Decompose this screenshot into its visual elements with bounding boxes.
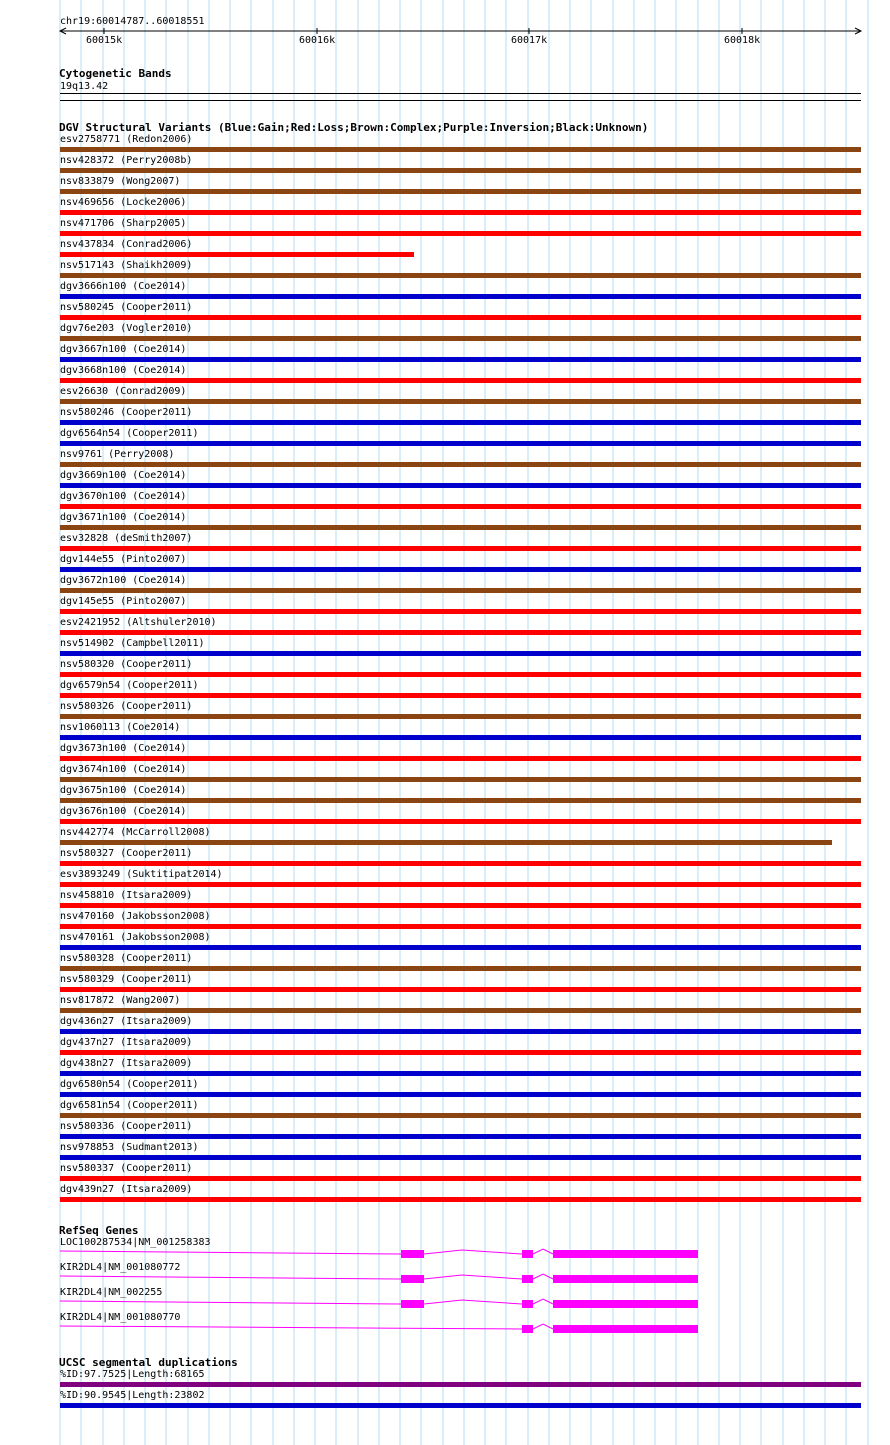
- variant-bar[interactable]: [60, 1050, 861, 1055]
- gene-label[interactable]: LOC100287534|NM_001258383: [60, 1237, 211, 1248]
- variant-label[interactable]: esv3893249 (Suktitipat2014): [60, 869, 223, 880]
- variant-bar[interactable]: [60, 651, 861, 656]
- variant-label[interactable]: dgv3675n100 (Coe2014): [60, 785, 187, 796]
- variant-bar[interactable]: [60, 1092, 861, 1097]
- intron-line: [424, 1275, 522, 1279]
- exon-block: [401, 1275, 424, 1283]
- track-title[interactable]: RefSeq Genes: [59, 1224, 139, 1237]
- variant-label[interactable]: nsv580245 (Cooper2011): [60, 302, 193, 313]
- variant-label[interactable]: nsv517143 (Shaikh2009): [60, 260, 193, 271]
- variant-label[interactable]: nsv580246 (Cooper2011): [60, 407, 193, 418]
- variant-label[interactable]: nsv580328 (Cooper2011): [60, 953, 193, 964]
- variant-bar[interactable]: [60, 441, 861, 446]
- intron-line: [424, 1300, 522, 1304]
- segdup-bar[interactable]: [60, 1403, 861, 1408]
- track-title[interactable]: DGV Structural Variants (Blue:Gain;Red:Loss;Brown:Complex;Purple:Inversion;Black:Unknown): [59, 121, 649, 134]
- variant-bar[interactable]: [60, 798, 861, 803]
- variant-bar[interactable]: [60, 819, 861, 824]
- variant-bar[interactable]: [60, 315, 861, 320]
- variant-label[interactable]: nsv580320 (Cooper2011): [60, 659, 193, 670]
- variant-label[interactable]: dgv6580n54 (Cooper2011): [60, 1079, 199, 1090]
- variant-bar[interactable]: [60, 294, 861, 299]
- variant-label[interactable]: dgv6579n54 (Cooper2011): [60, 680, 199, 691]
- track-title[interactable]: UCSC segmental duplications: [59, 1356, 238, 1369]
- variant-label[interactable]: nsv580329 (Cooper2011): [60, 974, 193, 985]
- ruler-tick-label: 60016k: [299, 35, 336, 46]
- variant-bar[interactable]: [60, 777, 861, 782]
- variant-bar[interactable]: [60, 882, 861, 887]
- variant-label[interactable]: dgv3669n100 (Coe2014): [60, 470, 187, 481]
- variant-bar[interactable]: [60, 252, 414, 257]
- variant-label[interactable]: dgv436n27 (Itsara2009): [60, 1016, 193, 1027]
- exon-block: [522, 1275, 533, 1283]
- intron-line: [60, 1301, 401, 1304]
- variant-bar[interactable]: [60, 1197, 861, 1202]
- variant-bar[interactable]: [60, 504, 861, 509]
- variant-label[interactable]: dgv438n27 (Itsara2009): [60, 1058, 193, 1069]
- variant-label[interactable]: nsv470160 (Jakobsson2008): [60, 911, 211, 922]
- variant-label[interactable]: nsv458810 (Itsara2009): [60, 890, 193, 901]
- variant-label[interactable]: nsv580337 (Cooper2011): [60, 1163, 193, 1174]
- variant-label[interactable]: nsv470161 (Jakobsson2008): [60, 932, 211, 943]
- variant-label[interactable]: esv2758771 (Redon2006): [60, 134, 193, 145]
- variant-bar[interactable]: [60, 189, 861, 194]
- variant-bar[interactable]: [60, 357, 861, 362]
- variant-label[interactable]: dgv6564n54 (Cooper2011): [60, 428, 199, 439]
- variant-label[interactable]: nsv9761 (Perry2008): [60, 449, 175, 460]
- intron-line: [424, 1250, 522, 1254]
- variant-bar[interactable]: [60, 1176, 861, 1181]
- intron-line: [533, 1249, 553, 1254]
- gene-model[interactable]: [0, 1320, 890, 1340]
- variant-label[interactable]: dgv3671n100 (Coe2014): [60, 512, 187, 523]
- exon-block: [553, 1275, 698, 1283]
- variant-bar[interactable]: [60, 735, 861, 740]
- variant-bar[interactable]: [60, 210, 861, 215]
- intron-line: [533, 1324, 553, 1329]
- variant-bar[interactable]: [60, 168, 861, 173]
- variant-label[interactable]: nsv514902 (Campbell2011): [60, 638, 205, 649]
- variant-label[interactable]: dgv145e55 (Pinto2007): [60, 596, 187, 607]
- variant-label[interactable]: dgv144e55 (Pinto2007): [60, 554, 187, 565]
- variant-label[interactable]: dgv3666n100 (Coe2014): [60, 281, 187, 292]
- variant-label[interactable]: dgv439n27 (Itsara2009): [60, 1184, 193, 1195]
- variant-bar[interactable]: [60, 1134, 861, 1139]
- intron-line: [533, 1274, 553, 1279]
- variant-bar[interactable]: [60, 903, 861, 908]
- variant-label[interactable]: nsv442774 (McCarroll2008): [60, 827, 211, 838]
- variant-label[interactable]: dgv437n27 (Itsara2009): [60, 1037, 193, 1048]
- variant-bar[interactable]: [60, 756, 861, 761]
- variant-bar[interactable]: [60, 693, 861, 698]
- variant-bar[interactable]: [60, 378, 861, 383]
- exon-block: [522, 1300, 533, 1308]
- variant-label[interactable]: nsv817872 (Wang2007): [60, 995, 181, 1006]
- variant-bar[interactable]: [60, 567, 861, 572]
- variant-bar[interactable]: [60, 147, 861, 152]
- cytoband-label: 19q13.42: [60, 81, 109, 92]
- variant-bar[interactable]: [60, 462, 861, 467]
- exon-block: [553, 1250, 698, 1258]
- variant-label[interactable]: nsv978853 (Sudmant2013): [60, 1142, 199, 1153]
- variant-label[interactable]: dgv3674n100 (Coe2014): [60, 764, 187, 775]
- intron-line: [60, 1276, 401, 1279]
- variant-bar[interactable]: [60, 231, 861, 236]
- ruler-tick-label: 60017k: [511, 35, 548, 46]
- intron-line: [60, 1251, 401, 1254]
- track-title[interactable]: Cytogenetic Bands: [59, 67, 172, 80]
- variant-bar[interactable]: [60, 840, 832, 845]
- variant-bar[interactable]: [60, 336, 861, 341]
- variant-bar[interactable]: [60, 924, 861, 929]
- variant-label[interactable]: nsv580336 (Cooper2011): [60, 1121, 193, 1132]
- variant-label[interactable]: nsv833879 (Wong2007): [60, 176, 181, 187]
- exon-block: [401, 1250, 424, 1258]
- variant-bar[interactable]: [60, 630, 861, 635]
- variant-bar[interactable]: [60, 861, 861, 866]
- variant-bar[interactable]: [60, 672, 861, 677]
- variant-bar[interactable]: [60, 525, 861, 530]
- variant-bar[interactable]: [60, 1113, 861, 1118]
- variant-label[interactable]: dgv3670n100 (Coe2014): [60, 491, 187, 502]
- variant-label[interactable]: dgv3672n100 (Coe2014): [60, 575, 187, 586]
- gene-label[interactable]: KIR2DL4|NM_002255: [60, 1287, 163, 1298]
- variant-bar[interactable]: [60, 966, 861, 971]
- exon-block: [522, 1250, 533, 1258]
- variant-label[interactable]: dgv3667n100 (Coe2014): [60, 344, 187, 355]
- exon-block: [522, 1325, 533, 1333]
- variant-label[interactable]: dgv76e203 (Vogler2010): [60, 323, 193, 334]
- variant-label[interactable]: nsv471706 (Sharp2005): [60, 218, 187, 229]
- ruler-coords: chr19:60014787..60018551: [60, 16, 205, 27]
- variant-bar[interactable]: [60, 1071, 861, 1076]
- cytoband-line[interactable]: [60, 93, 861, 94]
- gene-label[interactable]: KIR2DL4|NM_001080770: [60, 1312, 181, 1323]
- exon-block: [553, 1325, 698, 1333]
- ruler-tick-label: 60015k: [86, 35, 123, 46]
- variant-bar[interactable]: [60, 399, 861, 404]
- cytoband-line: [60, 100, 861, 101]
- variant-bar[interactable]: [60, 273, 861, 278]
- gene-label[interactable]: KIR2DL4|NM_001080772: [60, 1262, 181, 1273]
- variant-label[interactable]: esv26630 (Conrad2009): [60, 386, 187, 397]
- variant-bar[interactable]: [60, 714, 861, 719]
- variant-bar[interactable]: [60, 945, 861, 950]
- exon-block: [553, 1300, 698, 1308]
- variant-bar[interactable]: [60, 987, 861, 992]
- exon-block: [401, 1300, 424, 1308]
- intron-line: [533, 1299, 553, 1304]
- variant-label[interactable]: esv32828 (deSmith2007): [60, 533, 193, 544]
- ruler-tick-label: 60018k: [724, 35, 761, 46]
- variant-label[interactable]: dgv3676n100 (Coe2014): [60, 806, 187, 817]
- variant-bar[interactable]: [60, 1029, 861, 1034]
- variant-label[interactable]: nsv469656 (Locke2006): [60, 197, 187, 208]
- segdup-label[interactable]: %ID:97.7525|Length:68165: [60, 1369, 205, 1380]
- variant-label[interactable]: dgv3673n100 (Coe2014): [60, 743, 187, 754]
- variant-label[interactable]: nsv1060113 (Coe2014): [60, 722, 181, 733]
- variant-bar[interactable]: [60, 420, 861, 425]
- intron-line: [60, 1326, 522, 1329]
- variant-label[interactable]: nsv437834 (Conrad2006): [60, 239, 193, 250]
- variant-bar[interactable]: [60, 588, 861, 593]
- variant-label[interactable]: dgv6581n54 (Cooper2011): [60, 1100, 199, 1111]
- variant-label[interactable]: nsv580327 (Cooper2011): [60, 848, 193, 859]
- variant-label[interactable]: nsv580326 (Cooper2011): [60, 701, 193, 712]
- variant-bar[interactable]: [60, 1155, 861, 1160]
- variant-bar[interactable]: [60, 1008, 861, 1013]
- segdup-bar[interactable]: [60, 1382, 861, 1387]
- variant-label[interactable]: esv2421952 (Altshuler2010): [60, 617, 217, 628]
- variant-bar[interactable]: [60, 609, 861, 614]
- variant-label[interactable]: nsv428372 (Perry2008b): [60, 155, 193, 166]
- segdup-label[interactable]: %ID:90.9545|Length:23802: [60, 1390, 205, 1401]
- variant-bar[interactable]: [60, 546, 861, 551]
- variant-bar[interactable]: [60, 483, 861, 488]
- variant-label[interactable]: dgv3668n100 (Coe2014): [60, 365, 187, 376]
